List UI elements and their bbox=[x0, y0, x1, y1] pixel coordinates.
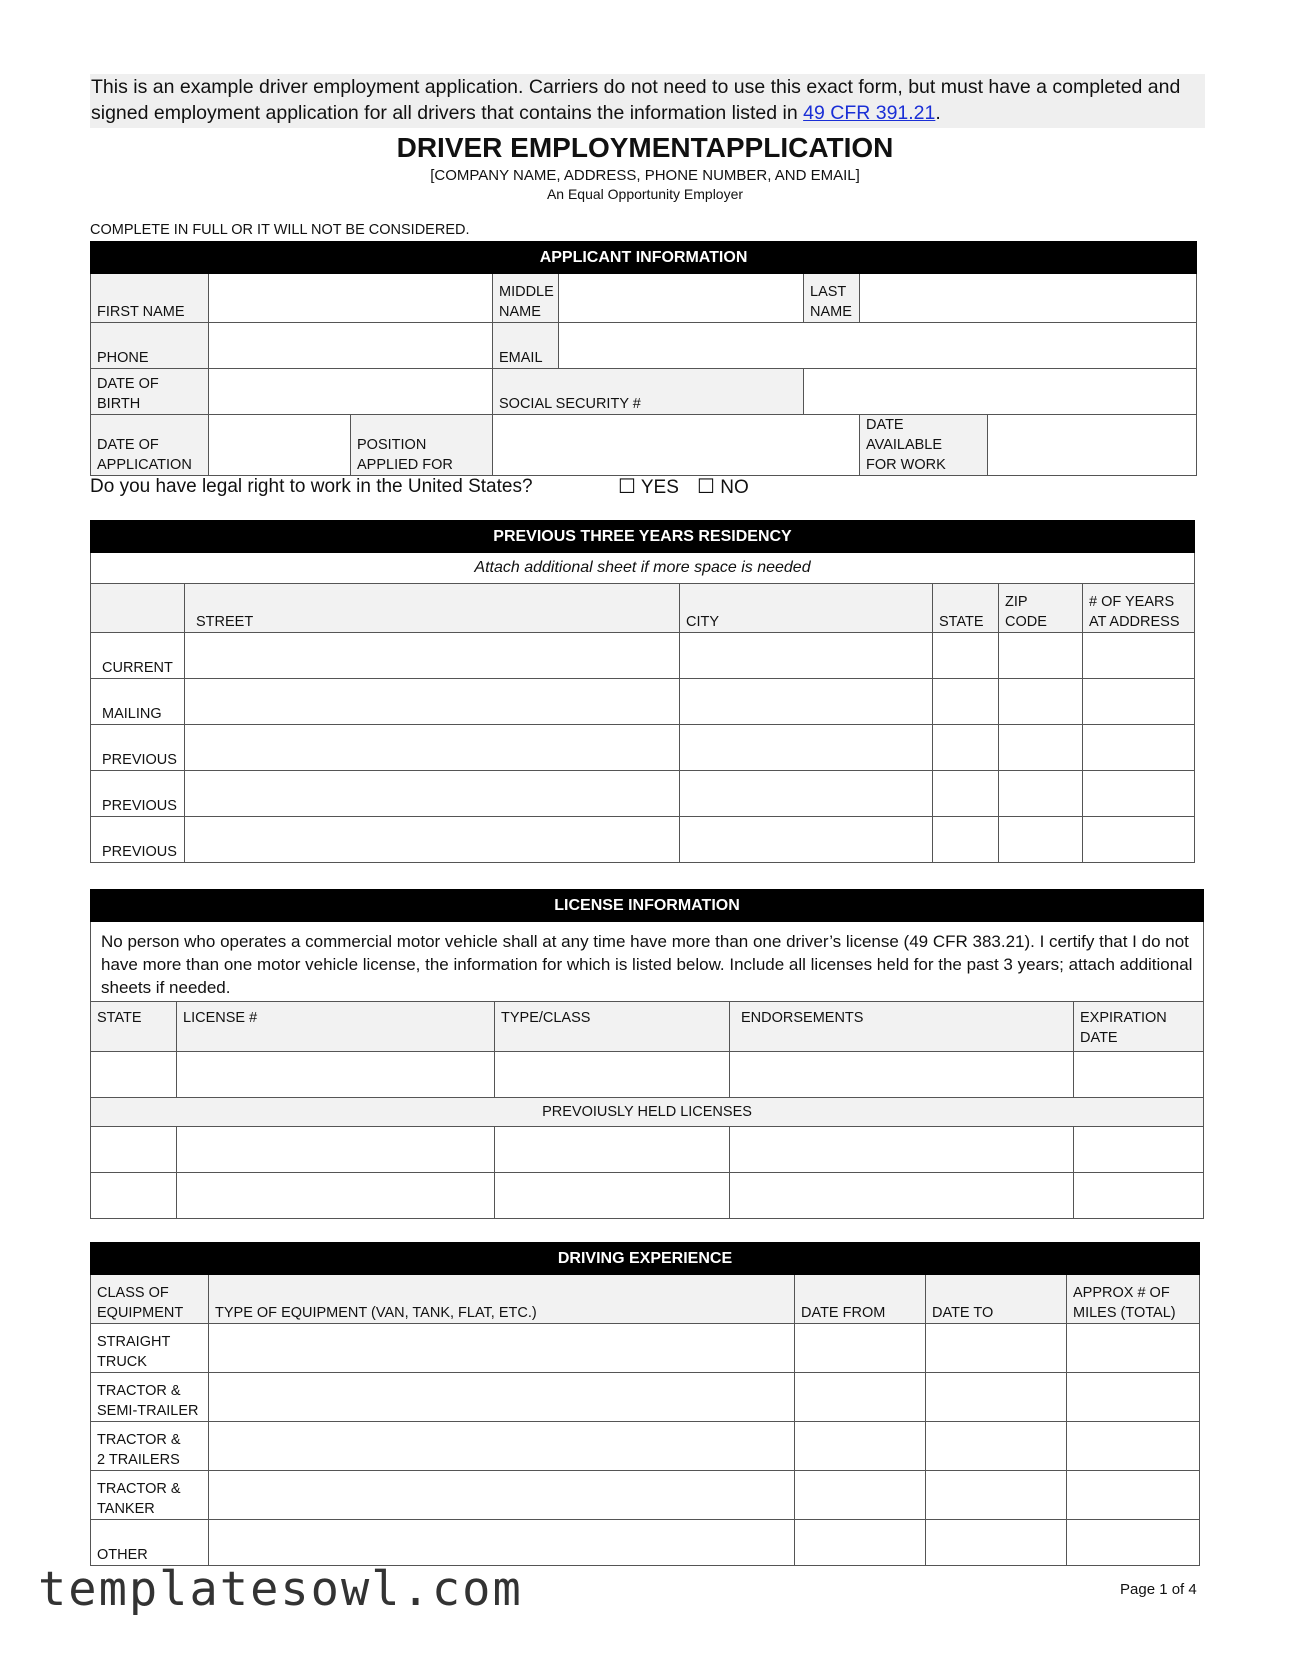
state-field[interactable] bbox=[933, 817, 999, 863]
equipment-class-line-1: TRACTOR & bbox=[97, 1481, 181, 1497]
position-label-1: POSITION bbox=[357, 437, 427, 453]
lic-type-field[interactable] bbox=[495, 1052, 730, 1098]
residency-note: Attach additional sheet if more space is needed bbox=[91, 553, 1195, 584]
eoe-text: An Equal Opportunity Employer bbox=[546, 186, 744, 202]
years-field[interactable] bbox=[1083, 817, 1195, 863]
position-field[interactable] bbox=[493, 415, 860, 476]
ssn-label: SOCIAL SECURITY # bbox=[499, 396, 641, 412]
date-from-field[interactable] bbox=[795, 1324, 926, 1373]
date-to-field[interactable] bbox=[926, 1324, 1067, 1373]
doa-label-1: DATE OF bbox=[97, 437, 159, 453]
equipment-class-label bbox=[91, 1422, 209, 1471]
first-name-label: FIRST NAME bbox=[91, 274, 209, 323]
zip-field[interactable] bbox=[999, 771, 1083, 817]
ssn-field[interactable] bbox=[804, 369, 1197, 415]
city-field[interactable] bbox=[680, 725, 933, 771]
equipment-type-field[interactable] bbox=[209, 1471, 795, 1520]
col-years-1: # OF YEARS bbox=[1089, 594, 1175, 610]
middle-name-field[interactable] bbox=[559, 274, 804, 323]
lic-expiration-field[interactable] bbox=[1074, 1052, 1204, 1098]
exp-col-from: DATE FROM bbox=[795, 1275, 926, 1324]
intro-notice bbox=[90, 74, 1205, 128]
miles-field[interactable] bbox=[1067, 1373, 1200, 1422]
lic-col-expiration bbox=[1074, 1002, 1204, 1052]
lic-state-field[interactable] bbox=[91, 1173, 177, 1219]
years-field[interactable] bbox=[1083, 771, 1195, 817]
city-field[interactable] bbox=[680, 679, 933, 725]
col-state: STATE bbox=[933, 584, 999, 633]
residency-corner bbox=[91, 584, 185, 633]
street-field[interactable] bbox=[185, 679, 680, 725]
experience-heading: DRIVING EXPERIENCE bbox=[91, 1243, 1200, 1275]
years-field[interactable] bbox=[1083, 679, 1195, 725]
equipment-class-line-2: 2 TRAILERS bbox=[97, 1452, 180, 1468]
lic-expiration-field[interactable] bbox=[1074, 1127, 1204, 1173]
lic-state-field[interactable] bbox=[91, 1052, 177, 1098]
lic-number-field[interactable] bbox=[177, 1052, 495, 1098]
phone-label: PHONE bbox=[91, 323, 209, 369]
applicant-heading: APPLICANT INFORMATION bbox=[91, 242, 1197, 274]
residency-row-label: PREVIOUS bbox=[91, 817, 185, 863]
previous-licenses-heading: PREVOIUSLY HELD LICENSES bbox=[91, 1098, 1204, 1127]
intro-period: . bbox=[935, 102, 941, 124]
col-years-2: AT ADDRESS bbox=[1089, 614, 1180, 630]
dob-field[interactable] bbox=[209, 369, 493, 415]
date-to-field[interactable] bbox=[926, 1422, 1067, 1471]
city-field[interactable] bbox=[680, 817, 933, 863]
equipment-type-field[interactable] bbox=[209, 1422, 795, 1471]
col-zip-1: ZIP bbox=[1005, 594, 1028, 610]
equipment-class-label bbox=[91, 1324, 209, 1373]
zip-field[interactable] bbox=[999, 725, 1083, 771]
no-checkbox[interactable]: ☐ bbox=[697, 476, 715, 498]
lic-col-number: LICENSE # bbox=[177, 1002, 495, 1052]
position-label-2: APPLIED FOR bbox=[357, 457, 453, 473]
intro-line-1: This is an example driver employment application. Carriers do not need to use this exact form, but must have a completed and bbox=[91, 76, 1181, 98]
lic-col-exp-1: EXPIRATION bbox=[1080, 1010, 1167, 1026]
miles-field[interactable] bbox=[1067, 1422, 1200, 1471]
legal-question: Do you have legal right to work in the United States? bbox=[90, 476, 533, 497]
middle-name-label-2: NAME bbox=[499, 304, 541, 320]
date-from-field[interactable] bbox=[795, 1422, 926, 1471]
available-label-1: DATE AVAILABLE bbox=[866, 417, 943, 453]
residency-row-label: MAILING bbox=[91, 679, 185, 725]
lic-col-exp-2: DATE bbox=[1080, 1030, 1118, 1046]
equipment-class-label bbox=[91, 1520, 209, 1566]
lic-endorsement-field[interactable] bbox=[730, 1173, 1074, 1219]
equipment-class-label bbox=[91, 1471, 209, 1520]
available-label-2: FOR WORK bbox=[866, 457, 946, 473]
date-to-field[interactable] bbox=[926, 1373, 1067, 1422]
yes-option[interactable] bbox=[618, 474, 679, 499]
lic-number-field[interactable] bbox=[177, 1173, 495, 1219]
state-field[interactable] bbox=[933, 771, 999, 817]
lic-endorsement-field[interactable] bbox=[730, 1052, 1074, 1098]
complete-note: COMPLETE IN FULL OR IT WILL NOT BE CONSIDERED. bbox=[90, 222, 470, 238]
yes-label: YES bbox=[640, 477, 679, 498]
license-note: No person who operates a commercial motor vehicle shall at any time have more than one driver’s license (49 CFR 383.21). I certify that I do not have more than one motor vehicle license, the information for which is listed below. Include all licenses held for the past 3 years; attach additional sheets if needed. bbox=[91, 922, 1204, 1002]
lic-col-type: TYPE/CLASS bbox=[495, 1002, 730, 1052]
state-field[interactable] bbox=[933, 633, 999, 679]
street-field[interactable] bbox=[185, 817, 680, 863]
available-field[interactable] bbox=[988, 415, 1197, 476]
residency-row-label: CURRENT bbox=[91, 633, 185, 679]
residency-row-label: PREVIOUS bbox=[91, 725, 185, 771]
dob-label: DATE OF BIRTH bbox=[91, 369, 209, 415]
street-field[interactable] bbox=[185, 771, 680, 817]
years-field[interactable] bbox=[1083, 633, 1195, 679]
zip-field[interactable] bbox=[999, 679, 1083, 725]
miles-field[interactable] bbox=[1067, 1520, 1200, 1566]
form-title: DRIVER EMPLOYMENTAPPLICATION bbox=[396, 132, 894, 163]
intro-line-2 bbox=[91, 100, 1205, 126]
lic-type-field[interactable] bbox=[495, 1173, 730, 1219]
exp-col-class-1: CLASS OF bbox=[97, 1285, 169, 1301]
phone-field[interactable] bbox=[209, 323, 493, 369]
col-zip-2: CODE bbox=[1005, 614, 1047, 630]
date-to-field[interactable] bbox=[926, 1471, 1067, 1520]
ssn-cell bbox=[493, 369, 804, 415]
residency-heading: PREVIOUS THREE YEARS RESIDENCY bbox=[91, 521, 1195, 553]
doa-label-2: APPLICATION bbox=[97, 457, 192, 473]
lic-col-endorsements: ENDORSEMENTS bbox=[730, 1002, 1074, 1052]
date-from-field[interactable] bbox=[795, 1373, 926, 1422]
email-field[interactable] bbox=[559, 323, 1197, 369]
exp-col-miles bbox=[1067, 1275, 1200, 1324]
equipment-class-line-2: OTHER bbox=[97, 1547, 148, 1563]
equipment-type-field[interactable] bbox=[209, 1373, 795, 1422]
page-number: Page 1 of 4 bbox=[1120, 1581, 1197, 1598]
lic-number-field[interactable] bbox=[177, 1127, 495, 1173]
yes-checkbox[interactable]: ☐ bbox=[618, 476, 636, 498]
miles-field[interactable] bbox=[1067, 1471, 1200, 1520]
date-from-field[interactable] bbox=[795, 1471, 926, 1520]
state-field[interactable] bbox=[933, 679, 999, 725]
equipment-class-line-1: STRAIGHT bbox=[97, 1334, 171, 1350]
middle-name-label-1: MIDDLE bbox=[499, 284, 554, 300]
exp-col-miles-1: APPROX # OF bbox=[1073, 1285, 1170, 1301]
no-option[interactable] bbox=[697, 474, 749, 499]
lic-state-field[interactable] bbox=[91, 1127, 177, 1173]
state-field[interactable] bbox=[933, 725, 999, 771]
doa-label bbox=[91, 415, 209, 476]
lic-expiration-field[interactable] bbox=[1074, 1173, 1204, 1219]
equipment-class-line-2: TRUCK bbox=[97, 1354, 147, 1370]
col-zip bbox=[999, 584, 1083, 633]
lic-col-state: STATE bbox=[91, 1002, 177, 1052]
residency-table bbox=[90, 520, 1195, 863]
residency-row-label: PREVIOUS bbox=[91, 771, 185, 817]
applicant-table bbox=[90, 241, 1197, 476]
zip-field[interactable] bbox=[999, 633, 1083, 679]
available-label bbox=[860, 415, 988, 476]
equipment-class-line-2: SEMI-TRAILER bbox=[97, 1403, 199, 1419]
license-heading: LICENSE INFORMATION bbox=[91, 890, 1204, 922]
cfr-link[interactable]: 49 CFR 391.21 bbox=[803, 102, 936, 124]
last-name-label-2: NAME bbox=[810, 304, 852, 320]
license-table bbox=[90, 889, 1204, 1219]
col-years bbox=[1083, 584, 1195, 633]
equipment-type-field[interactable] bbox=[209, 1520, 795, 1566]
zip-field[interactable] bbox=[999, 817, 1083, 863]
equipment-class-line-1: TRACTOR & bbox=[97, 1432, 181, 1448]
city-field[interactable] bbox=[680, 633, 933, 679]
last-name-field[interactable] bbox=[860, 274, 1197, 323]
miles-field[interactable] bbox=[1067, 1324, 1200, 1373]
equipment-type-field[interactable] bbox=[209, 1324, 795, 1373]
exp-col-miles-2: MILES (TOTAL) bbox=[1073, 1305, 1176, 1321]
lic-type-field[interactable] bbox=[495, 1127, 730, 1173]
middle-name-label bbox=[493, 274, 559, 323]
no-label: NO bbox=[720, 477, 749, 498]
equipment-class-line-1: TRACTOR & bbox=[97, 1383, 181, 1399]
years-field[interactable] bbox=[1083, 725, 1195, 771]
intro-line-2-text: signed employment application for all drivers that contains the information listed in bbox=[91, 102, 804, 124]
equipment-class-line-2: TANKER bbox=[97, 1501, 155, 1517]
experience-table bbox=[90, 1242, 1200, 1566]
first-name-field[interactable] bbox=[209, 274, 493, 323]
email-label: EMAIL bbox=[493, 323, 559, 369]
lic-endorsement-field[interactable] bbox=[730, 1127, 1074, 1173]
exp-col-class bbox=[91, 1275, 209, 1324]
watermark: templatesowl.com bbox=[38, 1562, 523, 1617]
position-label bbox=[351, 415, 493, 476]
col-city: CITY bbox=[680, 584, 933, 633]
col-street: STREET bbox=[185, 584, 680, 633]
equipment-class-label bbox=[91, 1373, 209, 1422]
street-field[interactable] bbox=[185, 725, 680, 771]
date-to-field[interactable] bbox=[926, 1520, 1067, 1566]
company-placeholder: [COMPANY NAME, ADDRESS, PHONE NUMBER, AND EMAIL] bbox=[430, 167, 860, 184]
doa-field[interactable] bbox=[209, 415, 351, 476]
street-field[interactable] bbox=[185, 633, 680, 679]
exp-col-to: DATE TO bbox=[926, 1275, 1067, 1324]
last-name-label bbox=[804, 274, 860, 323]
last-name-label-1: LAST bbox=[810, 284, 847, 300]
city-field[interactable] bbox=[680, 771, 933, 817]
date-from-field[interactable] bbox=[795, 1520, 926, 1566]
exp-col-class-2: EQUIPMENT bbox=[97, 1305, 184, 1321]
exp-col-type: TYPE OF EQUIPMENT (VAN, TANK, FLAT, ETC.) bbox=[209, 1275, 795, 1324]
